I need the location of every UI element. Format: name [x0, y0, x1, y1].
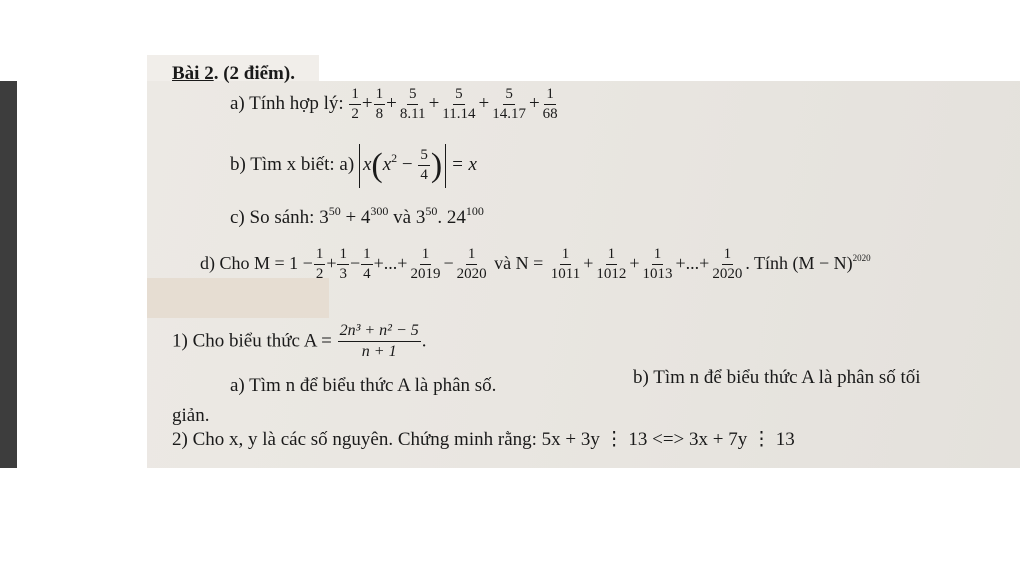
fraction-5-4 — [418, 147, 430, 185]
fraction-term-num: 5 — [407, 86, 419, 105]
sign: + — [326, 252, 337, 273]
question-b — [230, 144, 477, 188]
plus-sign: + — [386, 93, 397, 115]
expression-A-fraction — [338, 322, 421, 362]
sign: − — [443, 252, 454, 273]
frac-den: 4 — [420, 167, 428, 184]
question-1b: b) Tìm n để biểu thức A là phân số tối — [633, 367, 921, 388]
N-fraction-last — [710, 246, 744, 284]
M-fraction-end-den: 2020 — [456, 266, 487, 283]
equals-x: = x — [450, 154, 477, 176]
M-fraction-end-num: 1 — [466, 246, 478, 265]
a-equals: A = — [303, 330, 332, 352]
sign: + — [583, 252, 594, 273]
question-c — [230, 204, 484, 228]
M-fraction-den: 2 — [315, 266, 324, 283]
base-4: 24 — [446, 207, 466, 228]
fraction-term-den: 14.17 — [492, 106, 526, 123]
exp-3: 50 — [425, 204, 438, 218]
N-fraction-den: 1011 — [550, 266, 581, 283]
M-minus-N: (M − N) — [792, 252, 853, 273]
and-word: và — [489, 252, 516, 273]
M-fraction — [361, 246, 373, 284]
N-fraction-num: 1 — [560, 246, 572, 265]
plus-sign: + — [428, 93, 440, 115]
exp-4: 100 — [465, 204, 484, 218]
plus-sign: + — [361, 93, 373, 115]
M-fraction-den: 4 — [363, 266, 371, 283]
M-fraction-num: 1 — [361, 246, 373, 265]
period: . — [421, 330, 427, 352]
compute-word: . Tính — [745, 252, 793, 273]
M-fraction-den: 3 — [339, 266, 347, 283]
dots: +...+ — [675, 252, 710, 273]
M-fraction-end-num: 1 — [420, 246, 432, 265]
question-1b-continued: giản. — [172, 405, 210, 426]
M-fraction-num: 1 — [314, 246, 326, 265]
frac-num: 5 — [418, 147, 430, 166]
title-label: Bài 2 — [172, 63, 214, 84]
exp-2: 300 — [370, 204, 389, 218]
question-1a: a) Tìm n để biểu thức A là phân số. — [230, 375, 497, 396]
fraction-term-den: 8.11 — [399, 106, 426, 123]
N-fraction — [641, 246, 675, 284]
sign: + — [629, 252, 640, 273]
fraction-term-num: 1 — [374, 86, 386, 105]
qd-expression — [254, 246, 871, 283]
fraction-term — [349, 86, 361, 124]
N-fraction-num: 1 — [652, 246, 664, 265]
M-fraction-num: 1 — [337, 246, 349, 265]
M-minus-N-power: 2020 — [852, 252, 871, 263]
M-fraction — [314, 246, 326, 284]
q1-label: 1) Cho biểu thức — [172, 330, 300, 352]
qd-label: d) Cho — [200, 252, 250, 273]
qb-label: b) Tìm x biết: a) — [230, 154, 355, 176]
var-x: x — [362, 154, 372, 176]
left-dark-bar — [0, 81, 17, 468]
abs-value: $x(x^2$ − $\frac{5}{4}$ ) — [359, 144, 446, 188]
qa-label: a) Tính hợp lý: — [230, 93, 344, 115]
N-fraction-den: 1013 — [642, 266, 673, 283]
title-right-background — [319, 55, 1020, 81]
exp-1: 50 — [328, 204, 341, 218]
base-3: 3 — [415, 207, 426, 228]
fraction-term-num: 5 — [503, 86, 515, 105]
fraction-term — [490, 86, 528, 124]
dot: . — [437, 207, 447, 228]
fraction-term-den: 11.14 — [442, 106, 476, 123]
qc-label: c) So sánh: — [230, 207, 315, 228]
fraction-term-num: 1 — [544, 86, 556, 105]
paper-smudge — [147, 278, 329, 318]
N-fraction-last-den: 2020 — [712, 266, 743, 283]
M-start: M = 1 − — [254, 252, 313, 273]
question-d — [200, 246, 871, 284]
N-fraction — [549, 246, 582, 284]
qa-expression — [348, 86, 560, 123]
N-start: N = — [515, 252, 548, 273]
and-word: và — [388, 207, 416, 228]
minus-sign: − — [401, 154, 413, 176]
fraction-term — [374, 86, 386, 124]
pow-2: 2 — [391, 151, 398, 166]
base-2: 4 — [360, 207, 371, 228]
question-a — [230, 86, 561, 124]
fraction-term — [541, 86, 560, 124]
M-fraction — [337, 246, 349, 284]
M-fraction-end — [408, 246, 442, 284]
question-2: 2) Cho x, y là các số nguyên. Chứng minh rằng: 5x + 3y ⋮ 13 <=> 3x + 7y ⋮ 13 — [172, 429, 795, 450]
title-rest: . (2 điểm). — [213, 63, 295, 84]
N-fraction-last-num: 1 — [722, 246, 734, 265]
fraction-term-den: 68 — [542, 106, 558, 123]
N-fraction-den: 1012 — [596, 266, 627, 283]
A-denominator: n + 1 — [361, 343, 397, 361]
N-fraction-num: 1 — [606, 246, 618, 265]
var-x2: x — [382, 154, 392, 176]
fraction-term — [440, 86, 477, 124]
fraction-term-num: 5 — [453, 86, 465, 105]
N-fraction — [594, 246, 628, 284]
plus-sign: + — [478, 93, 490, 115]
question-1 — [172, 322, 427, 362]
sign: − — [349, 252, 361, 273]
plus: + — [340, 207, 361, 228]
fraction-term-num: 1 — [349, 86, 361, 105]
M-fraction-end — [455, 246, 489, 284]
M-fraction-end-den: 2019 — [410, 266, 441, 283]
A-numerator: 2n³ + n² − 5 — [338, 322, 421, 342]
dots: +...+ — [373, 252, 408, 273]
plus-sign: + — [528, 93, 540, 115]
fraction-term-den: 2 — [351, 106, 359, 123]
exercise-title — [172, 64, 295, 83]
fraction-term — [398, 86, 428, 124]
fraction-term-den: 8 — [375, 106, 384, 123]
base-1: 3 — [319, 207, 329, 228]
